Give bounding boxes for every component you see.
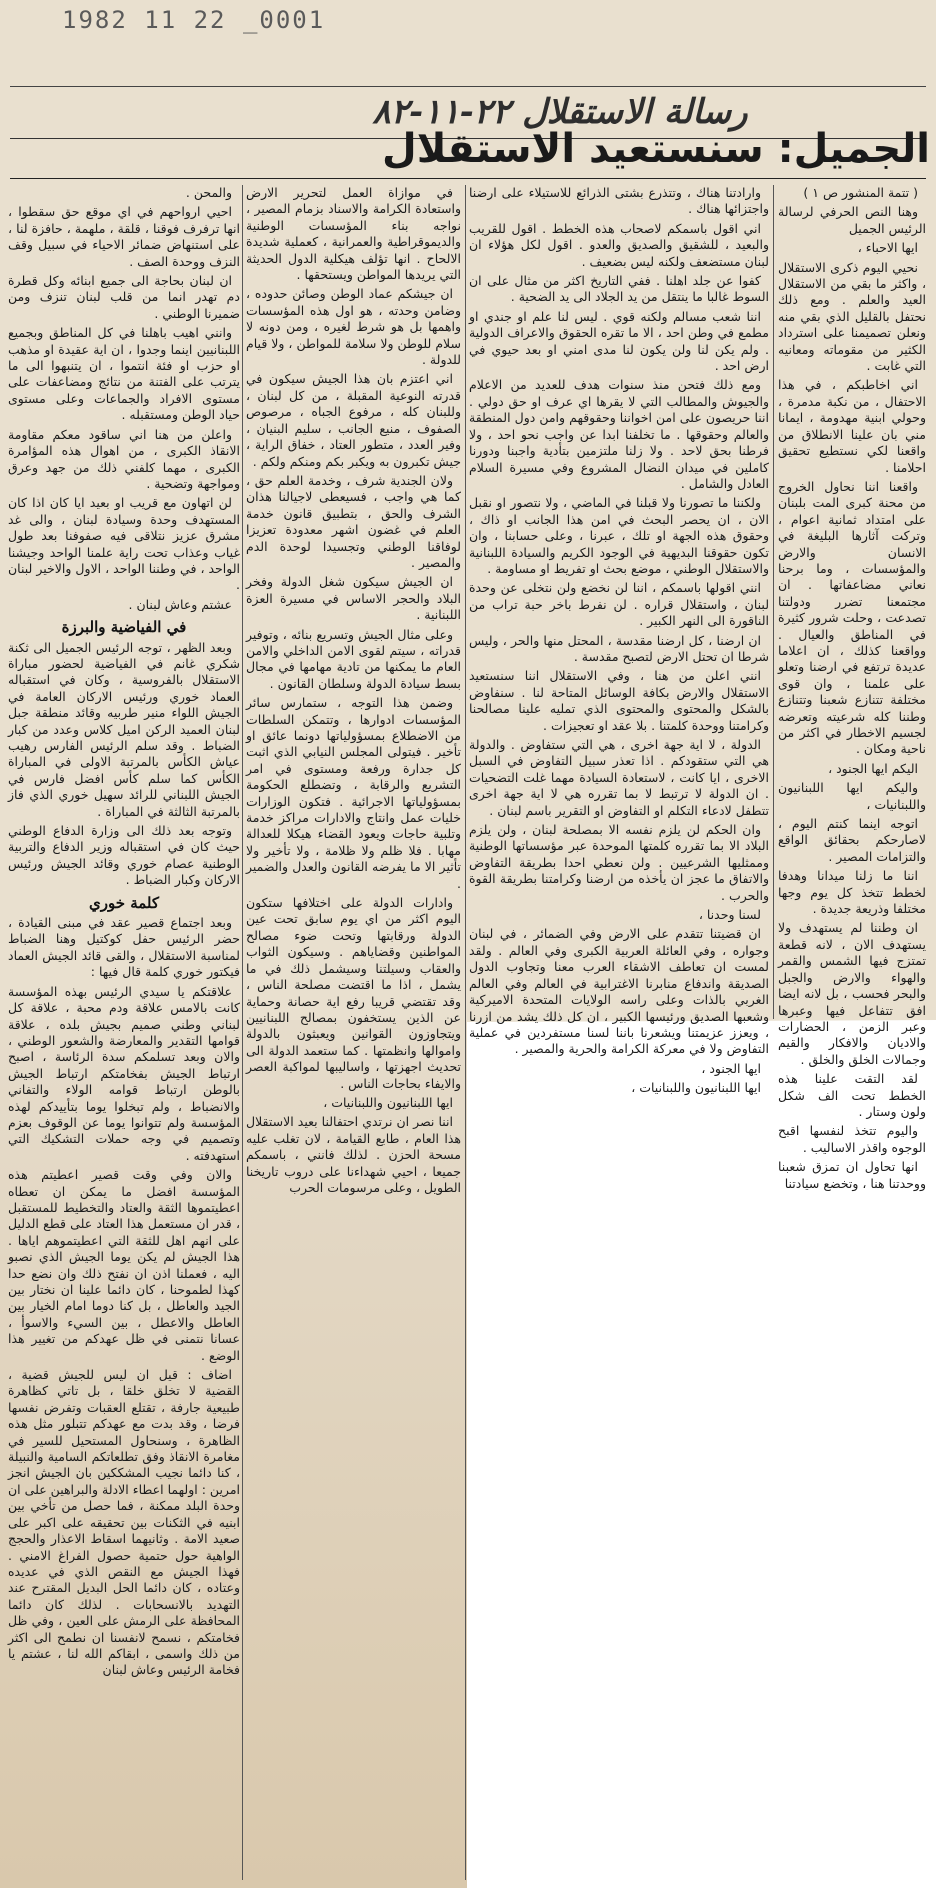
article-paragraph: لقد التقت علينا هذه الخطط تحت الف شكل ولون وستار . <box>778 1071 926 1119</box>
top-rule <box>10 86 926 87</box>
headline-rule <box>10 178 926 179</box>
column-separator <box>773 185 774 1019</box>
article-paragraph: في موازاة العمل لتحرير الارض واستعادة الكرامة والاسناد بزمام المصير ، نواجه بناء المؤسسات الوطنية والديموقراطية والعمرانية ، كعملية شديدة الالحاح . انها تؤلف هيكلية الدول الحديثة التي يريدها المواطن ويستحقها . <box>246 185 461 283</box>
article-paragraph: وانني اهيب باهلنا في كل المناطق وبجميع اللبنانيين اينما وجدوا ، ان اية عقيدة او مذهب او حزب او فئة انتموا ، ان يتنبهوا الى ما يترتب على الفتنة من نتائج ومضاعفات على مستوى الافراد والجماعات وعلى مستوى حياد الوطن ومستقبله . <box>8 325 240 423</box>
article-paragraph: ان جيشكم عماد الوطن وصائن حدوده ، وضامن وحدته ، هو اول هذه المؤسسات واهمها بل هو شرط لغيره ، ومن دونه لا سلام للوطن ولا سلامة للمواطن ، ولا قيام للدولة . <box>246 286 461 368</box>
article-paragraph: اتوجه اينما كنتم اليوم ، لاصارحكم بحقائق الواقع والتزامات المصير . <box>778 816 926 864</box>
column-separator <box>465 185 466 1880</box>
section-subheading: في الفياضية والبرزة <box>61 618 187 637</box>
article-paragraph: وارادتنا هناك ، وتتذرع بشتى الذرائع للاستيلاء على ارضنا واجتزائها هناك . <box>469 185 769 217</box>
article-paragraph: وادارات الدولة على اختلافها ستكون اليوم اكثر من اي يوم سابق تحت عين الدولة ورقابتها وتحت ضوء مصالح المواطنين وقضاياهم . وسيكون الثواب والعقاب وسيلتنا وسيشمل ذلك في ما يشمل ، اذا ما اقتضت مصلحة الناس ، وقد تقتضي قريبا رفع اية حصانة وحماية عن الذين يستخفون بمصالح اللبنانيين ويتجاوزون القوانين ويعبثون بالدولة واموالها وانظمتها . كما ستعمد الدولة الى تحديث اجهزتها ، واساليبها لمواكبة العصر والايفاء بحاجات الناس . <box>246 895 461 1091</box>
article-paragraph: احيي ارواحهم في اي موقع حق سقطوا ، انها ترفرف فوقنا ، قلقة ، ملهمة ، حافزة لنا ، على استنهاض ضمائر الاحياء في سبيل وقف النزف ووحدة الصف . <box>8 204 240 269</box>
article-paragraph: اني اعتزم بان هذا الجيش سيكون في قدرته النوعية المقبلة ، من كل لبنان ، وللبنان كله ، مرفوع الجباه ، مرصوص الصفوف ، منيع الجانب ، سليم البنيان ، وفير العدد ، متطور العتاد ، خفاق الراية ، جيش تكبرون به ويكبر بكم ومنكم ولكم . <box>246 371 461 469</box>
article-paragraph: ان قضيتنا تتقدم على الارض وفي الضمائر ، في لبنان وجواره ، وفي العائلة العربية الكبرى وفي العالم . ولقد لمست ان تعاطف الاشقاء العرب معنا وتجاوب الدول الصديقة واندفاع منابرنا الاغترابية في العالم وفي العالم الغربي بالذات وعلى راسه الولايات المتحدة الاميركية وشعبها الصديق ورئيسها الكبير ، ان كل ذلك يشد من ازرنا ، ويعزز عزيمتنا ويشعرنا باننا لسنا مستفردين في عملية التفاوض ولا في معركة الكرامة والحرية والمصير . <box>469 926 769 1057</box>
article-paragraph: وان الحكم لن يلزم نفسه الا بمصلحة لبنان ، ولن يلزم البلاد الا بما تقرره كلمتها الموحدة عبر مؤسساتها الوطنية وممثليها الشرعيين . ولن نعطي احدا بطريقة التفاوض والاتفاق ما عجز ان يأخذه من ارضنا وكرامتنا بطريقة القوة والحرب . <box>469 822 769 903</box>
section-subheading: كلمة خوري <box>88 893 160 912</box>
article-paragraph: ايها الجنود ، <box>701 1060 761 1076</box>
article-paragraph: انها تحاول ان تمزق شعبنا ووحدتنا هنا ، وتخضع سيادتنا <box>778 1159 926 1191</box>
column-separator <box>242 185 243 1880</box>
article-paragraph: واعلن من هنا اني ساقود معكم مقاومة الانقاذ الكبرى ، من اهوال هذه المؤامرة الكبرى ، مهما كلفني ذلك من جهد وعرق ومواجهة وتضحية . <box>8 426 240 491</box>
article-paragraph: اننا ما زلنا ميدانا وهدفا لخطط تتخذ كل يوم وجها مختلفا وذريعة جديدة . <box>778 868 926 917</box>
article-paragraph: ( تتمة المنشور ص ١ ) <box>803 185 918 200</box>
article-paragraph: وضمن هذا التوجه ، ستمارس سائر المؤسسات ادوارها ، وتتمكن السلطات من الاضطلاع بمسؤولياتها دونما عائق او تأخير . فيتولى المجلس النيابي الذي اثبت كل جدارة ورفعة ومستوى في امر التشريع والرقابة ، وتضطلع الحكومة بمسؤولياتها الاجرائية . فتكون الوزارات خليات عمل وانتاج والادارات مراكز خدمة وتلبية حاجات ويعود القضاء هيكلا للعدالة مهابا . فلا ظلم ولا ظلامة ، ولا تأخير ولا تأثير الا ما يفرضه القانون والعدل والضمير . <box>246 695 461 891</box>
article-paragraph: وعلى مثال الجيش وتسريع بنائه ، وتوفير قدراته ، سيتم لقوى الامن الداخلي والامن العام ما يمكنها من تادية مهامها في مجال بسط سيادة الدولة وسلطان القانون . <box>246 626 461 691</box>
article-paragraph: انني اقولها باسمكم ، اننا لن نخضع ولن نتخلى عن وحدة لبنان ، واستقلال قراره . لن نفرط باخر حبة تراب من الناقورة الى النهر الكبير . <box>469 580 769 629</box>
article-paragraph: واليكم ايها اللبنانيون واللبنانيات ، <box>778 780 926 812</box>
article-paragraph: علاقتكم يا سيدي الرئيس بهذه المؤسسة كانت بالامس علاقة ودم محبة ، علاقة كل لبناني وطني صميم بجيش بلده ، علاقة قوامها التقدير والمعارضة والشعور الوطني ، والان وبعد تسلمكم سدة الرئاسة ، اصبح ارتباط الجيش بفخامتكم ارتباط الجيش بالوطن ارتباط قوامه الولاء والتفاني والانضباط ، ولم تبخلوا يوما بتأييدكم لهذه المؤسسة ولم تتوانوا يوما عن الوقوف بعزم وتصميم في وجه حملات التشكيك التي استهدفته . <box>8 983 240 1163</box>
article-paragraph: ان وطننا لم يستهدف ولا يستهدف الان ، لانه قطعة تمتزج فيها الشمس والقمر والهواء والارض والجبل والبحر فحسب ، بل لانه ايضا افق تتفاعل فيها وعبرها وعبر الزمن ، الحضارات والاديان والافكار والقيم وجمالات الخلق والخلق . <box>778 920 926 1067</box>
article-paragraph: انني اعلن من هنا ، وفي الاستقلال اننا سنستعيد الاستقلال والارض بكافة الوسائل المتاحة لنا . سنفاوض بالشكل والمحتوى والمحتوى الذي تمليه علينا مصالحنا وكرامتنا ووحدة كلمتنا . بلا عقد او تعجيزات . <box>469 668 769 733</box>
article-paragraph: كفوا عن جلد اهلنا . ففي التاريخ اكثر من مثال على ان السوط غالبا ما ينتقل من يد الجلاد الى يد الضحية . <box>469 273 769 305</box>
article-paragraph: ايها اللبنانيون واللبنانيات ، <box>631 1080 761 1096</box>
article-headline: الجميل: سنستعيد الاستقلال <box>382 126 930 172</box>
article-paragraph: والان وفي وقت قصير اعطيتم هذه المؤسسة افضل ما يمكن ان تعطاه اعطيتموها الثقة والعتاد والتخطيط للمستقبل ، قدر ان مستعمل هذا العتاد على قطع الدليل على انهم اهل للثقة التي اعطيتموهم اياها . هذا الجيش لم يكن يوما الجيش الذي نصبو اليه ، فعملنا اذن ان نفتح ذلك وان نضع حدا كهذا لطموحنا ، كان دائما علينا ان نختار بين الجيد والعاطل ، بل كنا دوما امام الخيار بين العاطل والاعطل ، بين السيء والاسوأ ، عسانا نتمنى في ظل عهدكم من تغيير هذا الوضع . <box>8 1167 240 1363</box>
article-column-1 <box>778 185 926 1191</box>
article-column-3 <box>246 185 461 1880</box>
article-paragraph: وهنا النص الحرفي لرسالة الرئيس الجميل <box>778 204 926 236</box>
article-paragraph: عشتم وعاش لبنان . <box>128 596 232 612</box>
article-paragraph: ان ارضنا ، كل ارضنا مقدسة ، المحتل منها والحر ، وليس شرطا ان تحتل الارض لتصبح مقدسة . <box>469 632 769 664</box>
article-paragraph: وبعد الظهر ، توجه الرئيس الجميل الى ثكنة شكري غانم في الفياضية لحضور مباراة الاستقلال بالفروسية ، وكان في استقباله العماد خوري ورئيس الاركان العامة في الجيش اللواء منير طربيه وقائد منطقة جبل لبنان العميد الركن اميل كلاس وعدد من كبار الضباط . وقد سلم الرئيس الفارس رهيب عياش الكأس بالمرتبة الاولى في المباراة الكأس كما سلم كأس افضل فارس في الجيش اللبناني للرائد سهيل خوري الذي فاز بالمرتبة الثالثة في المباراة . <box>8 639 240 819</box>
article-paragraph: اني اخاطبكم ، في هذا الاحتفال ، من نكبة مدمرة ، وحولي ابنية مهدومة ، ايمانا مني بان علينا الانطلاق من واقعنا لكي نستطيع تحقيق احلامنا . <box>778 377 926 475</box>
article-paragraph: وبعد اجتماع قصير عقد في مبنى القيادة ، حضر الرئيس حفل كوكتيل وهنا الضباط لمناسبة الاستقلال ، والقى قائد الجيش العماد فيكتور خوري كلمة قال فيها : <box>8 915 240 980</box>
article-paragraph: ولان الجندية شرف ، وخدمة العلم حق ، كما هي واجب ، فسيعطى لاجيالنا هذان الشرف والحق ، بتطبيق قانون خدمة العلم في غضون اشهر معدودة تعزيزا لوفاقنا الوطني وتجسيدا لوحدة الدم والمصير . <box>246 472 461 570</box>
article-paragraph: وتوجه بعد ذلك الى وزارة الدفاع الوطني حيث كان في استقباله وزير الدفاع والتربية الوطنية عصام خوري وقائد الجيش ورئيس الاركان وكبار الضباط . <box>8 823 240 888</box>
article-paragraph: لن اتهاون مع قريب او بعيد ايا كان اذا كان المستهدف وحدة وسيادة لبنان ، والى غد مشرق عزيز نتلاقى فيه صفوفنا بعد طول غياب وعذاب تحت راية علمنا الواحد وجيشنا الواحد ، في وطننا الواحد ، الاول والاخير لبنان . <box>8 495 240 593</box>
article-paragraph: اليكم ايها الجنود ، <box>828 760 918 776</box>
article-column-2 <box>469 185 769 1096</box>
article-paragraph: اننا نصر ان نرتدي احتفالنا بعيد الاستقلال هذا العام ، طابع القيامة ، لان تغلب عليه مسحة الحزن . لذلك فانني ، باسمكم جميعا ، احيي شهداءنا على دروب تاريخنا الطويل ، وعلى مرسومات الحرب <box>246 1114 461 1195</box>
article-paragraph: والمحن . <box>185 185 232 200</box>
article-paragraph: ان لبنان بحاجة الى جميع ابنائه وكل قطرة دم تهدر انما من قلب لبنان تنزف ومن ضميرنا الوطني . <box>8 273 240 321</box>
article-paragraph: ايها اللبنانيون واللبنانيات ، <box>323 1094 453 1110</box>
article-column-4 <box>8 185 240 1880</box>
article-paragraph: ان الجيش سيكون شغل الدولة وفخر البلاد والحجر الاساس في مسيرة العزة اللبنانية . <box>246 574 461 623</box>
article-paragraph: اضاف : قيل ان ليس للجيش قضية ، القضية لا تخلق خلقا ، بل تاتي كظاهرة طبيعية جارفة ، تقتلع العقبات وتفرض نفسها فرضا ، وقد بدت مع عهدكم تتبلور مثل هذه الظاهرة ، وسنحاول المستحيل للسير في مغامرة الانقاذ وفق تطلعاتكم السامية والنبيلة ، كنا دائما نجيب المشككين بان الجيش انجز امرين : اولهما اعطاء الادلة والبراهين على ان وحدة البلد ممكنة ، فما حصل من تأخي بين ابنيه في الثكنات بين تحقيقه على اكبر على صعيد الامة . وثانيهما اسقاط الاعذار والحجج الواهية حول حتمية حصول الفراغ الامني . فهذا الجيش مع النقص الذي في عديده وعتاده ، كان دائما الحل البديل المقترح عند التهديد بالانسحابات . لذلك كان دائما المحافظة على الرمش على العين ، وفي ظل فخامتكم ، نسمح لانفسنا ان نطمح الى اكثر من ذلك واسمى ، ابقاكم الله لنا ، عشتم يا فخامة الرئيس وعاش لبنان <box>8 1367 240 1678</box>
article-paragraph: ولكننا ما تصورنا ولا قبلنا في الماضي ، ولا نتصور او نقبل الان ، ان يحصر البحث في امن هذا الجانب او ذاك ، وحقوق هذه الجهة او تلك ، عبرنا ، وعلى حسابنا ، وان تكون حقوقنا البديهية في الوجود الكريم والسيادة اللبنانية والاستقلال الوطني ، موضع بحث او تفريط او مساومة . <box>469 495 769 576</box>
article-paragraph: ومع ذلك فتحن منذ سنوات هدف للعديد من الاعلام والجيوش والمطالب التي لا يقرها اي عرف او حق دولي . اننا حريصون على امن اخواننا وحقوقهم وامن دول المنطقة والعالم وحقوقها . ما تخلفنا ابدا عن واجب نحو احد ، ولا فرطنا بحق لاحد . ولا زلنا ملتزمين بتأدية واجبنا ودورنا كاملين في ميدان النضال المشروع وفي مسيرة السلام العادل والشامل . <box>469 377 769 491</box>
article-paragraph: واقعنا اننا نحاول الخروج من محنة كبرى المت بلبنان على امتداد ثمانية اعوام ، وتركت آثارها البليغة في الانسان والارض والمؤسسات ، وما برحنا نعاني مضاعفاتها . ان مجتمعنا تضرر ودولتنا تصدعت ، وحلت شرور كثيرة في المناطق والعيال . وواقعنا كذلك ، ان اعلاما عديدة ترتفع في ارضنا وتعلو على علمنا ، وان قوى مختلفة تتنازع شعبنا وتتنازع وطننا كله شرعيته وتعرضه لجسيم الاخطار في اكثر من ناحية ومكان . <box>778 478 926 757</box>
article-paragraph: واليوم تتخذ لنفسها اقبح الوجوه واقذر الاساليب . <box>778 1123 926 1155</box>
article-paragraph: لسنا وحدنا ، <box>698 907 761 923</box>
article-paragraph: اننا شعب مسالم ولكنه قوي . ليس لنا علم او جندي او مطمع في وطن احد ، الا ما تقره الحقوق والاعراف الدولية . ولم يكن لنا ولن يكون لنا مدى امني او بعد حيوي في ارض احد . <box>469 308 769 374</box>
masthead-source-date: رسالة الاستقلال ٢٢-١١-٨٢ <box>372 92 748 132</box>
article-paragraph: نحيي اليوم ذكرى الاستقلال ، واكثر ما بقي من الاستقلال العيد والعلم . ومع ذلك نحتفل بالقليل الذي بقي منه ونعلن تصميمنا على استرداد الكثير من مقوماته ومعانيه التي غابت . <box>778 259 926 374</box>
article-paragraph: الدولة ، لا اية جهة اخرى ، هي التي ستفاوض . والدولة هي التي ستقودكم . اذا تعذر سبيل التفاوض في السبل الاخرى ، ايا كانت ، لاستعادة السيادة مهما غلت التضحيات . ان الدولة لا ترتبط لا بما تقرره هي لا اية جهة اخرى تتطفل لادعاء التكلم او التفاوض او التقرير باسم لبنان . <box>469 737 769 818</box>
article-paragraph: اني اقول باسمكم لاصحاب هذه الخطط . اقول للقريب والبعيد ، للشقيق والصديق والعدو . اقول لكل هؤلاء ان لبنان مستضعف ولكنه ليس بضعيف . <box>469 220 769 269</box>
article-paragraph: ايها الاحباء ، <box>857 240 918 256</box>
archive-stamp: 1982 11 22 _0001 <box>62 6 326 34</box>
